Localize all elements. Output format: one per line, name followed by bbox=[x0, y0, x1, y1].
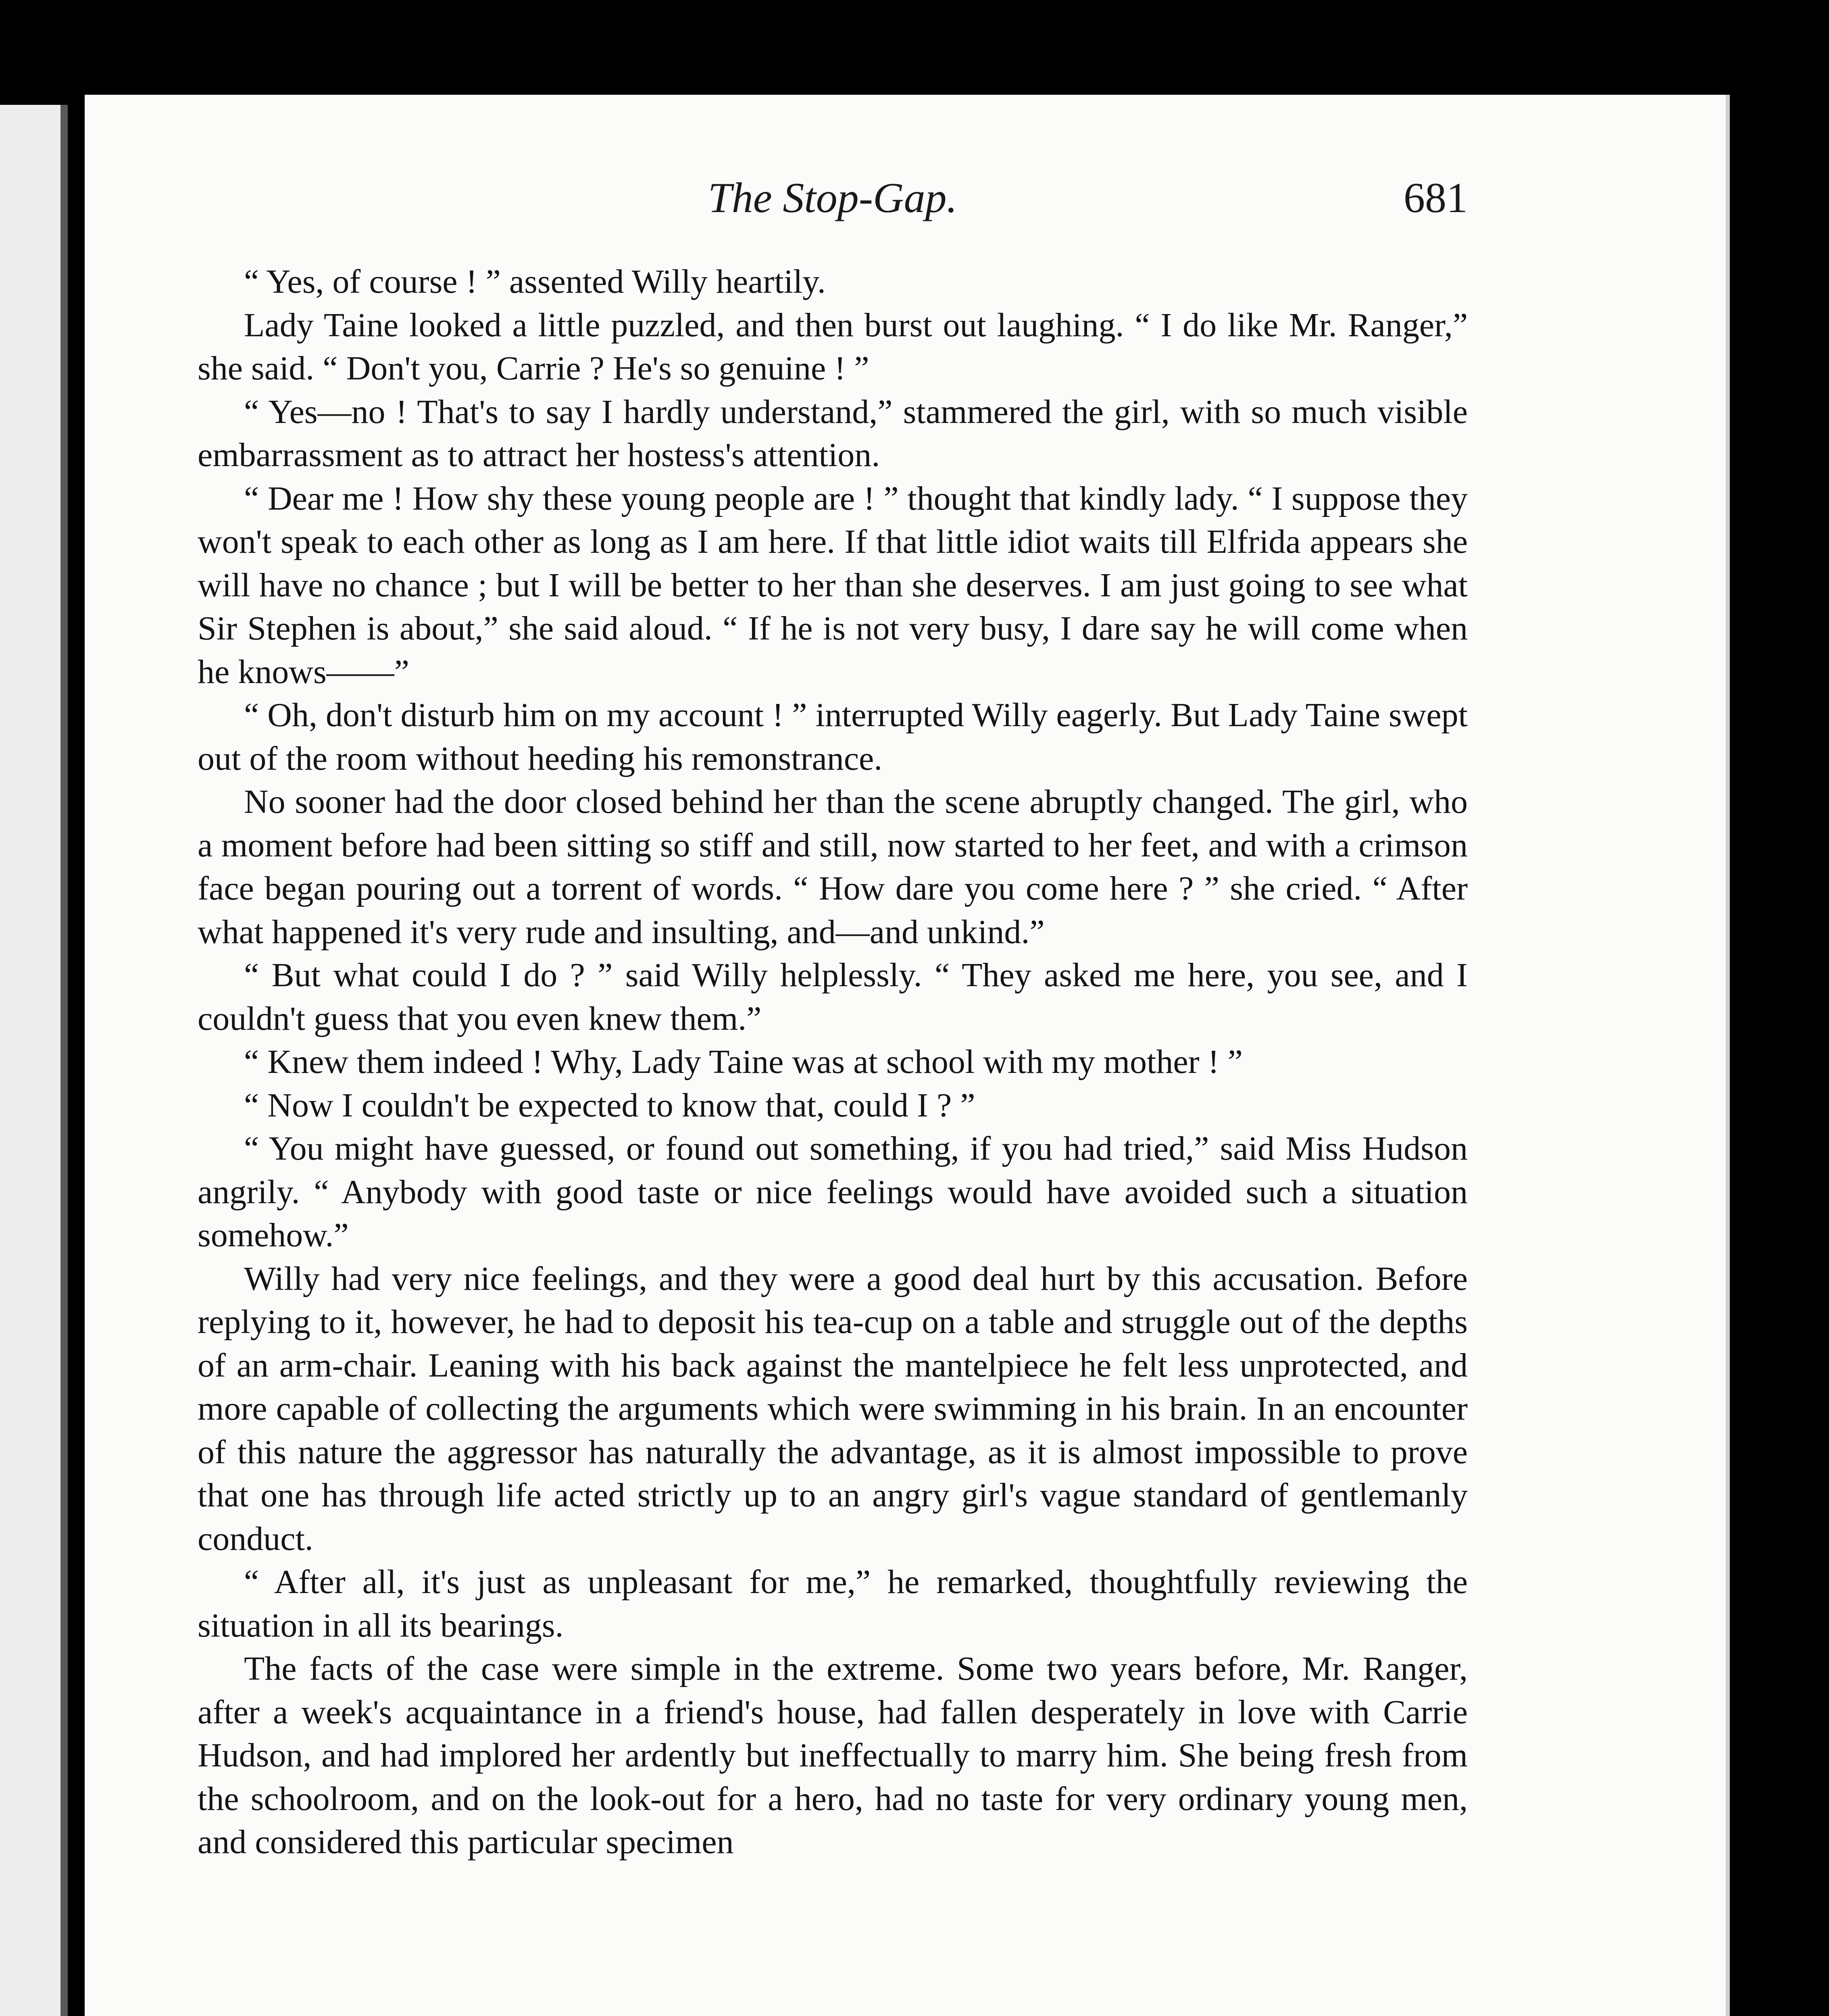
paragraph: “ You might have guessed, or found out something, if you had tried,” said Miss Hudson angrily. “ Anybody with good taste or nice feelings would have avoided such a situation somehow.” bbox=[198, 1130, 1468, 1254]
paragraph: “ Yes, of course ! ” assented Willy heartily. bbox=[244, 263, 826, 300]
paragraph: “ Now I couldn't be expected to know that, could I ? ” bbox=[244, 1086, 975, 1124]
paragraph: “ Yes—no ! That's to say I hardly understand,” stammered the girl, with so much visible embarrassment as to attract her hostess's attention. bbox=[198, 393, 1468, 474]
page-number: 681 bbox=[1404, 174, 1468, 221]
running-title: The Stop-Gap. bbox=[708, 174, 958, 221]
paragraph: No sooner had the door closed behind her than the scene abruptly changed. The girl, who a moment before had been sitting so stiff and still, now started to her feet, and with a crimson face began pouring out a torrent of words. “ How dare you come here ? ” she cried. “ After what happened it's very rude and insulting, and—and unkind.” bbox=[198, 783, 1468, 951]
paragraph: Lady Taine looked a little puzzled, and then burst out laughing. “ I do like Mr. Ranger,” she said. “ Don't you, Carrie ? He's so genuine ! ” bbox=[198, 306, 1468, 387]
page-header bbox=[198, 173, 1468, 242]
body-text bbox=[198, 260, 1468, 1864]
paragraph: “ After all, it's just as unpleasant for me,” he remarked, thoughtfully reviewing the situation in all its bearings. bbox=[198, 1563, 1468, 1644]
previous-page-edge bbox=[0, 105, 68, 2016]
paragraph: “ Dear me ! How shy these young people are ! ” thought that kindly lady. “ I suppose they won't speak to each other as long as I am here. If that little idiot waits till Elfrida appears she will have no chance ; but I will be better to her than she deserves. I am just going to see what Sir Stephen is about,” she said aloud. “ If he is not very busy, I dare say he will come when he knows——” bbox=[198, 479, 1468, 691]
paragraph: “ Knew them indeed ! Why, Lady Taine was at school with my mother ! ” bbox=[244, 1043, 1243, 1081]
paragraph: The facts of the case were simple in the extreme. Some two years before, Mr. Ranger, after a week's acquaintance in a friend's house, had fallen desperately in love with Carrie Hudson, and had implored her ardently but ineffectually to marry him. She being fresh from the schoolroom, and on the look-out for a hero, had no taste for very ordinary young men, and considered this particular specimen bbox=[198, 1650, 1468, 1861]
paragraph: Willy had very nice feelings, and they were a good deal hurt by this accusation. Before replying to it, however, he had to deposit his tea-cup on a table and struggle out of the depths of an arm-chair. Leaning with his back against the mantelpiece he felt less unprotected, and more capable of collecting the arguments which were swimming in his brain. In an encounter of this nature the aggressor has naturally the advantage, as it is almost impossible to prove that one has through life acted strictly up to an angry girl's vague standard of gentlemanly conduct. bbox=[198, 1260, 1468, 1558]
paragraph: “ Oh, don't disturb him on my account ! ” interrupted Willy eagerly. But Lady Taine swept out of the room without heeding his remonstrance. bbox=[198, 696, 1468, 777]
paragraph: “ But what could I do ? ” said Willy helplessly. “ They asked me here, you see, and I couldn't guess that you even knew them.” bbox=[198, 956, 1468, 1037]
